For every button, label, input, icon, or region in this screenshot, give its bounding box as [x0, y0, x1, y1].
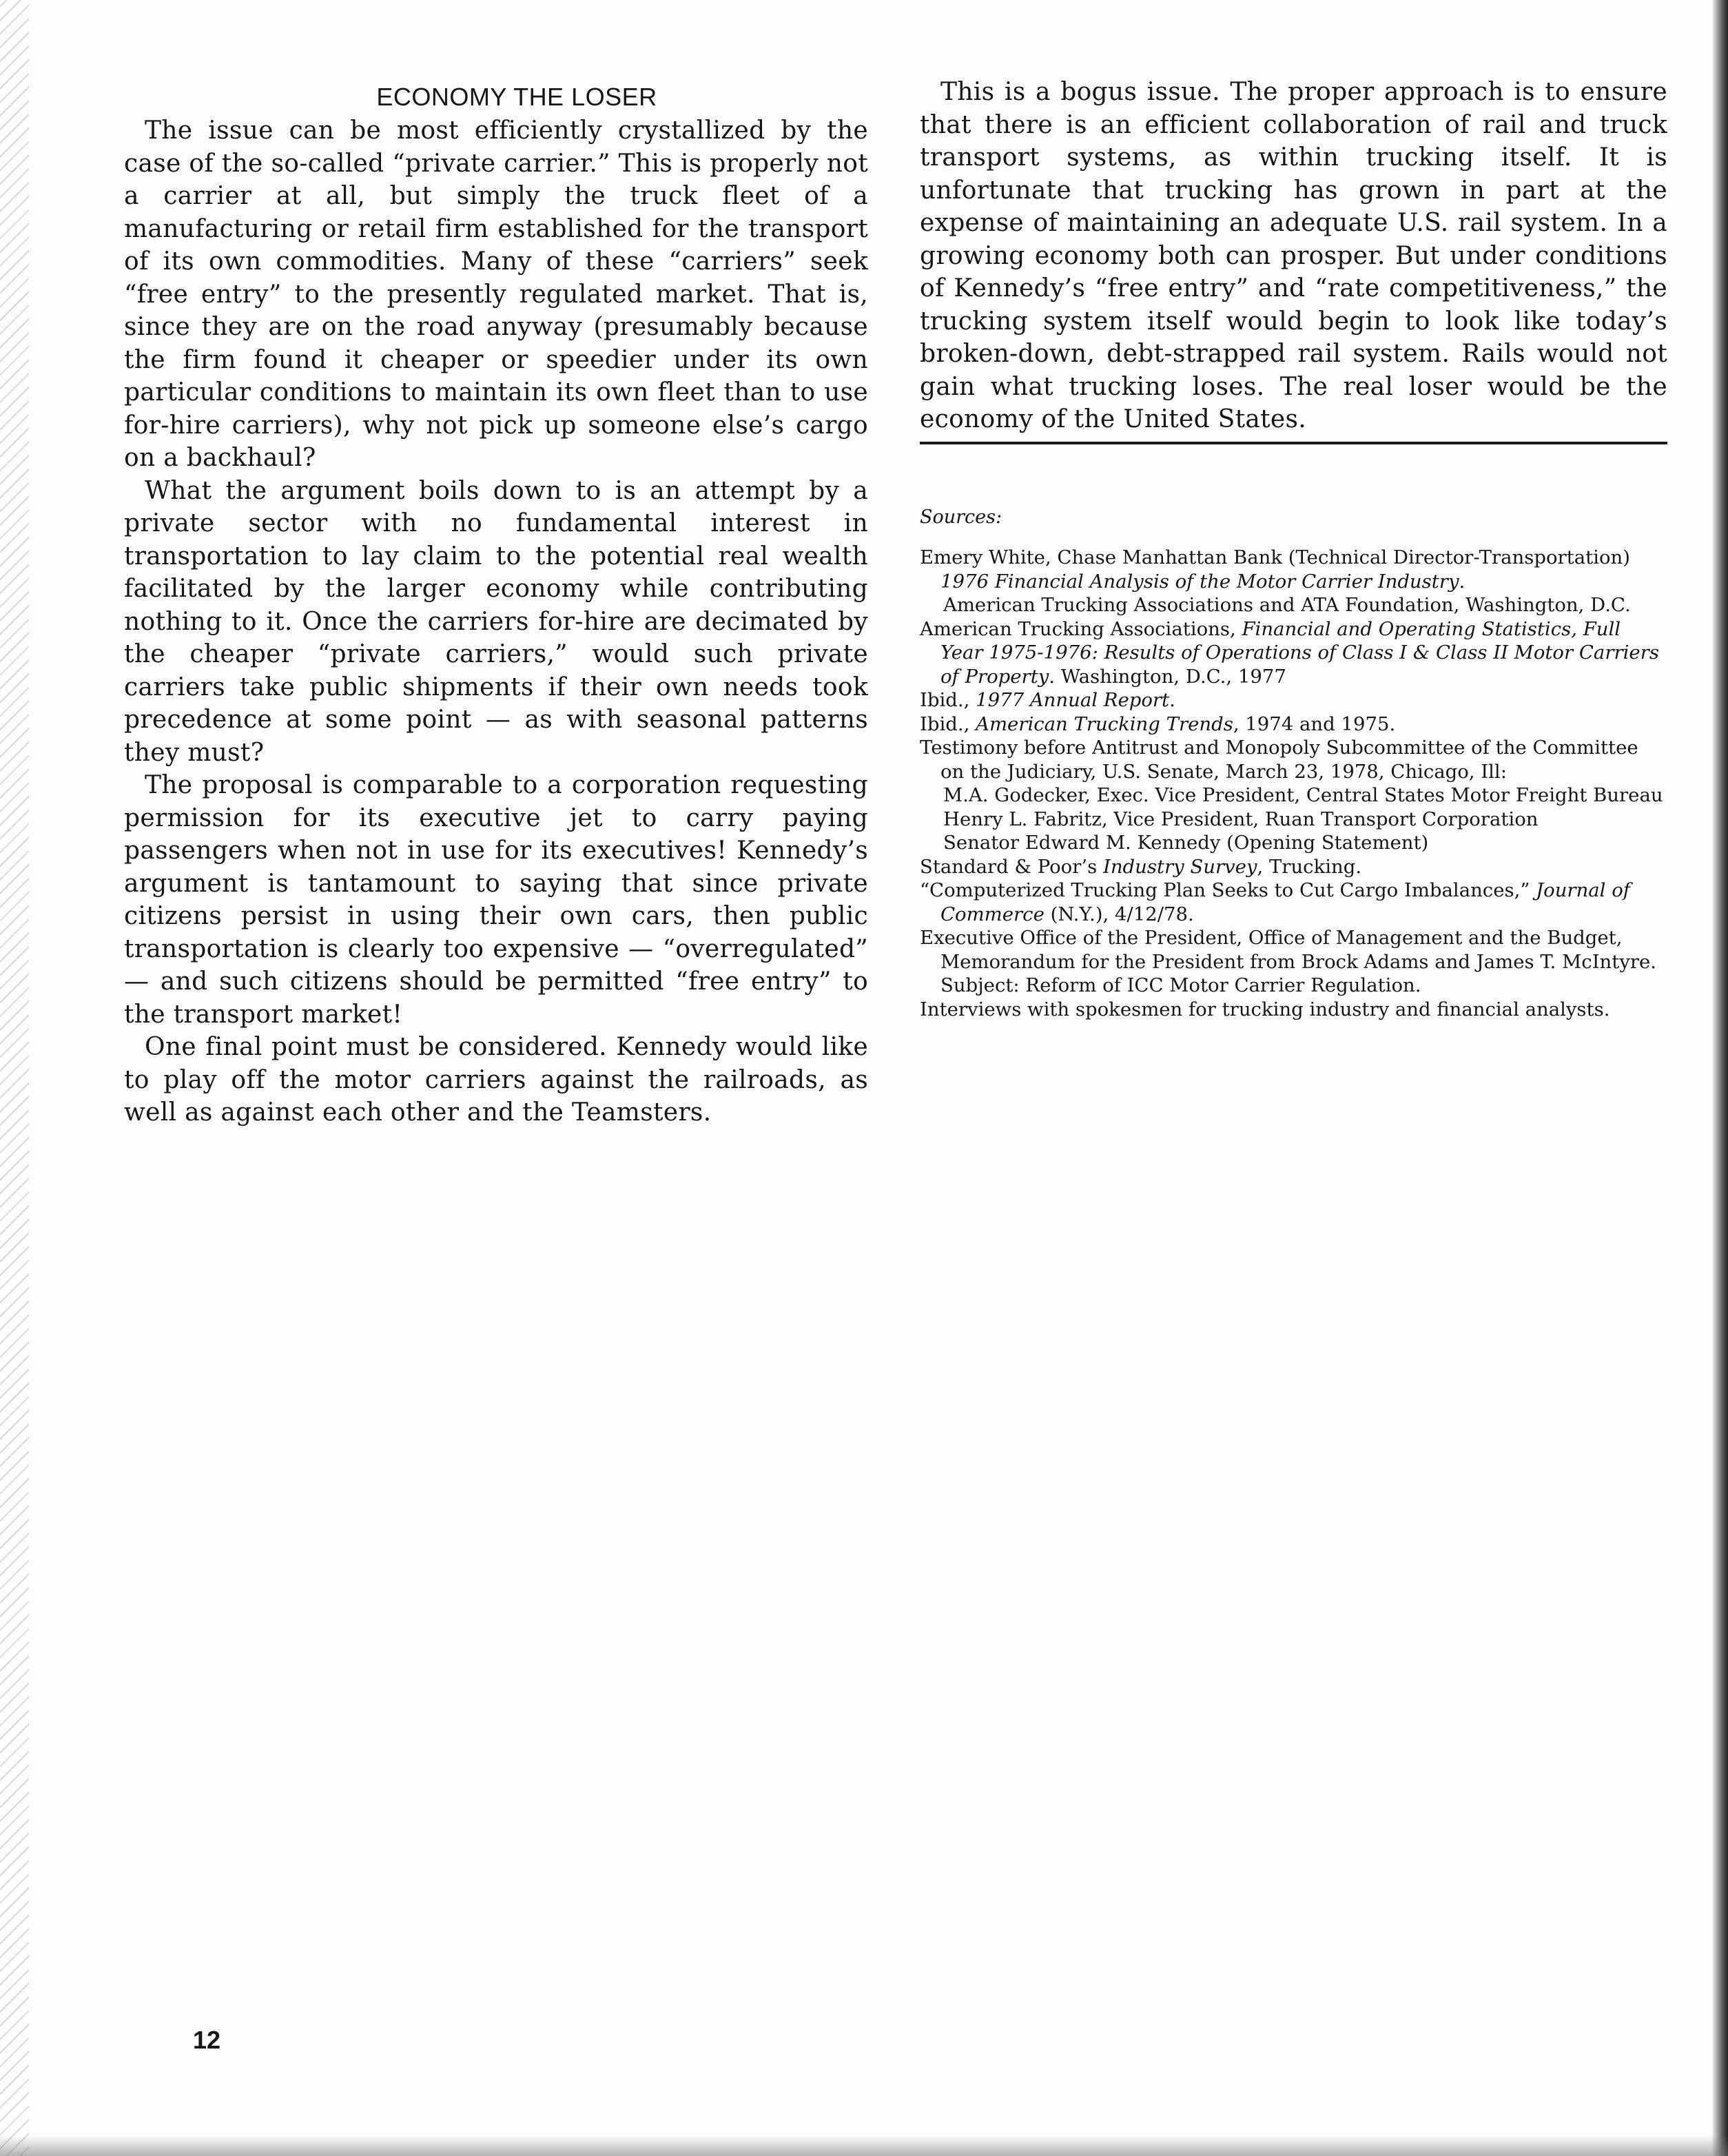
section-heading: ECONOMY THE LOSER [376, 83, 657, 111]
body-paragraph: The proposal is comparable to a corporation requesting permission for its executive jet to carry paying passengers when not in use for its executives! Kennedy’s argument is tantamount to saying that since private citizens persist in using their own cars, then public transportation is clearly too expensive — “overregulated” — and such citizens should be permitted “free entry” to the transport market! [124, 771, 868, 1029]
source-item [920, 617, 1667, 689]
section-divider [920, 442, 1667, 444]
source-text: M.A. Godecker, Exec. Vice President, Central States Motor Freight Bureau [943, 784, 1663, 806]
source-title: 1977 Annual Report [976, 689, 1170, 711]
scan-edge-right [1711, 0, 1728, 2156]
source-title: Industry Survey [1102, 855, 1257, 878]
testimony-subitem [920, 783, 1667, 808]
source-item [920, 712, 1667, 737]
source-item [920, 688, 1667, 712]
left-column [124, 83, 868, 1129]
source-text: American Trucking Associations, [920, 617, 1242, 640]
sources-list [920, 546, 1667, 1021]
source-text: Senator Edward M. Kennedy (Opening Statement) [943, 832, 1429, 854]
source-title: Financial and Operating Statistics, Full Year 1975-1976: Results of Operations of Class I & Class II Motor Carriers of Property [940, 617, 1659, 688]
source-text: . [1169, 689, 1175, 711]
page-number: 12 [193, 2026, 221, 2054]
source-text: . Washington, D.C., 1977 [1049, 665, 1286, 688]
source-text: (N.Y.), 4/12/78. [1044, 903, 1194, 925]
body-paragraph: What the argument boils down to is an attempt by a private sector with no fundamental interest in transportation to lay claim to the potential real wealth facilitated by the larger economy while contributing nothing to it. Once the carriers for-hire are decimated by the cheaper “private carriers,” would such private carriers take public shipments if their own needs took precedence at some point — as with seasonal patterns they must? [124, 476, 868, 767]
source-text: American Trucking Associations and ATA Foundation, Washington, D.C. [943, 594, 1631, 616]
body-paragraph: This is a bogus issue. The proper approach is to ensure that there is an efficient collaboration of rail and truck transport systems, as within trucking itself. It is unfortunate that trucking has grown in part at the expense of maintaining an adequate U.S. rail system. In a growing economy both can prosper. But under conditions of Kennedy’s “free entry” and “rate competitiveness,” the trucking system itself would begin to look like today’s broken-down, debt-strapped rail system. Rails would not gain what trucking loses. The real loser would be the economy of the United States. [920, 78, 1667, 433]
source-text: Testimony before Antitrust and Monopoly Subcommittee of the Committee on the Judiciary, U.S. Senate, March 23, 1978, Chicago, Ill: [920, 737, 1638, 783]
source-item [920, 926, 1667, 998]
source-text: Emery White, Chase Manhattan Bank (Technical Director-Transportation) [920, 546, 1630, 568]
source-item [920, 879, 1667, 926]
source-title: Journal of Commerce [940, 879, 1630, 925]
sources-section [920, 506, 1667, 1021]
source-text: . [1459, 570, 1465, 593]
source-text: Interviews with spokesmen for trucking industry and financial analysts. [920, 998, 1610, 1020]
source-text: Executive Office of the President, Office of Management and the Budget, Memorandum for the President from Brock Adams and James T. McIntyre. Subject: Reform of ICC Motor Carrier Regulation. [920, 927, 1657, 996]
testimony-subitem [920, 808, 1667, 832]
source-item [920, 593, 1667, 617]
source-text: Ibid., [920, 689, 976, 711]
source-item [920, 736, 1667, 783]
body-paragraph: The issue can be most efficiently crystallized by the case of the so-called “private carrier.” This is properly not a carrier at all, but simply the truck fleet of a manufacturing or retail firm established for the transport of its own commodities. Many of these “carriers” seek “free entry” to the presently regulated market. That is, since they are on the road anyway (presumably because the firm found it cheaper or speedier under its own particular conditions to maintain its own fleet than to use for-hire carriers), why not pick up someone else’s cargo on a backhaul? [124, 116, 868, 472]
source-text: , 1974 and 1975. [1233, 712, 1396, 735]
right-column [920, 76, 1667, 436]
source-title: American Trucking Trends [976, 712, 1233, 735]
body-paragraph: One final point must be considered. Kennedy would like to play off the motor carriers against the railroads, as well as against each other and the Teamsters. [124, 1033, 868, 1127]
scan-edge-bottom [0, 2135, 1728, 2156]
source-item [920, 546, 1667, 593]
sources-label: Sources: [920, 506, 1002, 528]
source-text: Standard & Poor’s [920, 855, 1103, 878]
source-text: Henry L. Fabritz, Vice President, Ruan Transport Corporation [943, 808, 1539, 830]
source-text: , Trucking. [1257, 855, 1362, 878]
source-item [920, 855, 1667, 879]
source-title: 1976 Financial Analysis of the Motor Carrier Industry [940, 570, 1459, 593]
scan-edge-left [0, 0, 29, 2156]
testimony-subitem [920, 831, 1667, 855]
source-item [920, 998, 1667, 1022]
source-text: Ibid., [920, 712, 976, 735]
source-text: “Computerized Trucking Plan Seeks to Cut Cargo Imbalances,” [920, 879, 1536, 901]
